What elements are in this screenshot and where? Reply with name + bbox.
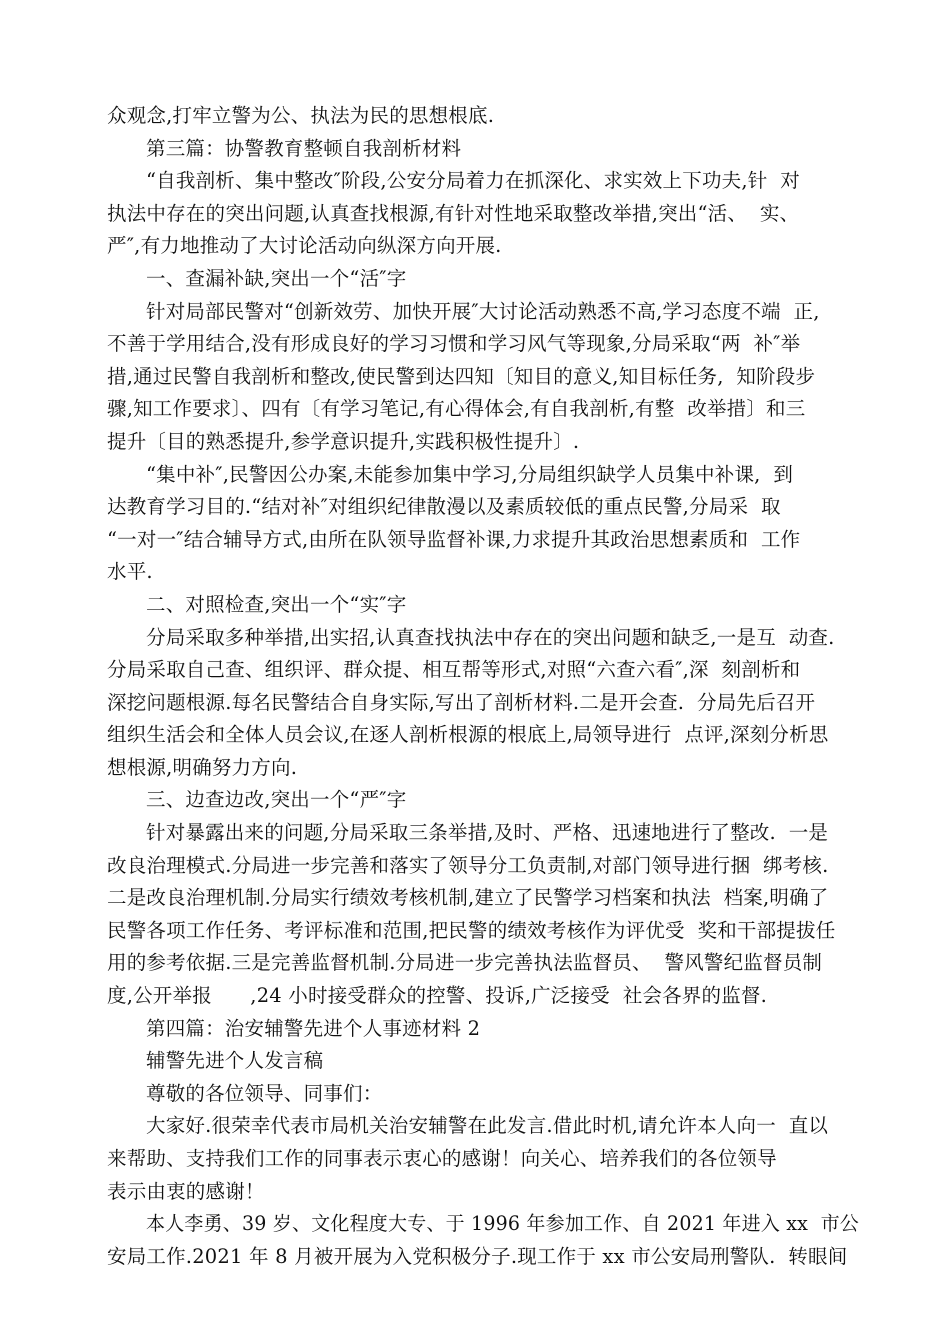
document-line: 尊敬的各位领导、同事们： [146,1081,383,1105]
document-line: 民警各项工作任务、考评标准和范围,把民警的绩效考核作为评优受 奖和干部提拔任 [107,918,836,942]
document-line: 本人李勇、39 岁、文化程度大专、于 1996 年参加工作、自 2021 年进入 xx 市公 [146,1212,859,1236]
document-line: 大家好.很荣幸代表市局机关治安辅警在此发言.借此时机,请允许本人向一 直以 [146,1114,829,1138]
document-line: 辅警先进个人发言稿 [146,1049,324,1073]
document-line: 深挖问题根源.每名民警结合自身实际,写出了剖析材料.二是开会查. 分局先后召开 [107,690,816,714]
document-body [107,100,859,1273]
document-line: “集中补″,民警因公办案,未能参加集中学习,分局组织缺学人员集中补课, 到 [146,462,794,486]
document-line: 二、对照检查,突出一个“实″字 [146,592,407,616]
document-line: “自我剖析、集中整改″阶段,公安分局着力在抓深化、求实效上下功夫,针 对 [146,169,800,193]
document-line: 第三篇：协警教育整顿自我剖析材料 [146,136,462,160]
document-line: 用的参考依据.三是完善监督机制.分局进一步完善执法监督员、 警风警纪监督员制 [107,951,823,975]
document-line: 表示由衷的感谢！ [107,1179,265,1203]
document-line: 改良治理模式.分局进一步完善和落实了领导分工负责制,对部门领导进行捆 绑考核. [107,853,829,877]
document-line: 度,公开举报 ,24 小时接受群众的控警、投诉,广泛接受 社会各界的监督. [107,984,767,1008]
document-line: 骤,知工作要求〕、四有〔有学习笔记,有心得体会,有自我剖析,有整 改举措〕和三 [107,397,806,421]
document-line: 针对局部民警对“创新效劳、加快开展″大讨论活动熟悉不高,学习态度不端 正, [146,299,820,323]
document-line: 安局工作.2021 年 8 月被开展为入党积极分子.现工作于 xx 市公安局刑警队. 转眼间 [107,1244,848,1268]
document-line: 针对暴露出来的问题,分局采取三条举措,及时、严格、迅速地进行了整改. 一是 [146,821,829,845]
document-line: 达教育学习目的.“结对补″对组织纪律散漫以及素质较低的重点民警,分局采 取 [107,495,781,519]
document-line: 想根源,明确努力方向. [107,755,298,779]
document-line: 措,通过民警自我剖析和整改,使民警到达四知〔知目的意义,知目标任务, 知阶段步 [107,364,816,388]
document-line: 分局采取多种举措,出实招,认真查找执法中存在的突出问题和缺乏,一是互 动查. [146,625,835,649]
document-line: 二是改良治理机制.分局实行绩效考核机制,建立了民警学习档案和执法 档案,明确了 [107,886,829,910]
document-line: “一对一″结合辅导方式,由所在队领导监督补课,力求提升其政治思想素质和 工作 [107,527,801,551]
document-line: 组织生活会和全体人员会议,在逐人剖析根源的根底上,局领导进行 点评,深刻分析思 [107,723,829,747]
document-line: 分局采取自己查、组织评、群众提、相互帮等形式,对照“六查六看″,深 刻剖析和 [107,658,801,682]
document-line: 水平. [107,560,153,584]
document-line: 三、边查边改,突出一个“严″字 [146,788,407,812]
document-line: 提升〔目的熟悉提升,参学意识提升,实践积极性提升〕. [107,429,580,453]
document-line: 严″,有力地推动了大讨论活动向纵深方向开展. [107,234,502,258]
document-line: 不善于学用结合,没有形成良好的学习习惯和学习风气等现象,分局采取“两 补″举 [107,332,801,356]
document-line: 一、查漏补缺,突出一个“活″字 [146,266,407,290]
document-line: 第四篇：治安辅警先进个人事迹材料 2 [146,1016,481,1040]
document-line: 执法中存在的突出问题,认真查找根源,有针对性地采取整改举措,突出“活、 实、 [107,201,800,225]
document-line: 众观念,打牢立警为公、执法为民的思想根底. [107,104,495,127]
document-line: 来帮助、支持我们工作的同事表示衷心的感谢！向关心、培养我们的各位领导 [107,1147,777,1170]
